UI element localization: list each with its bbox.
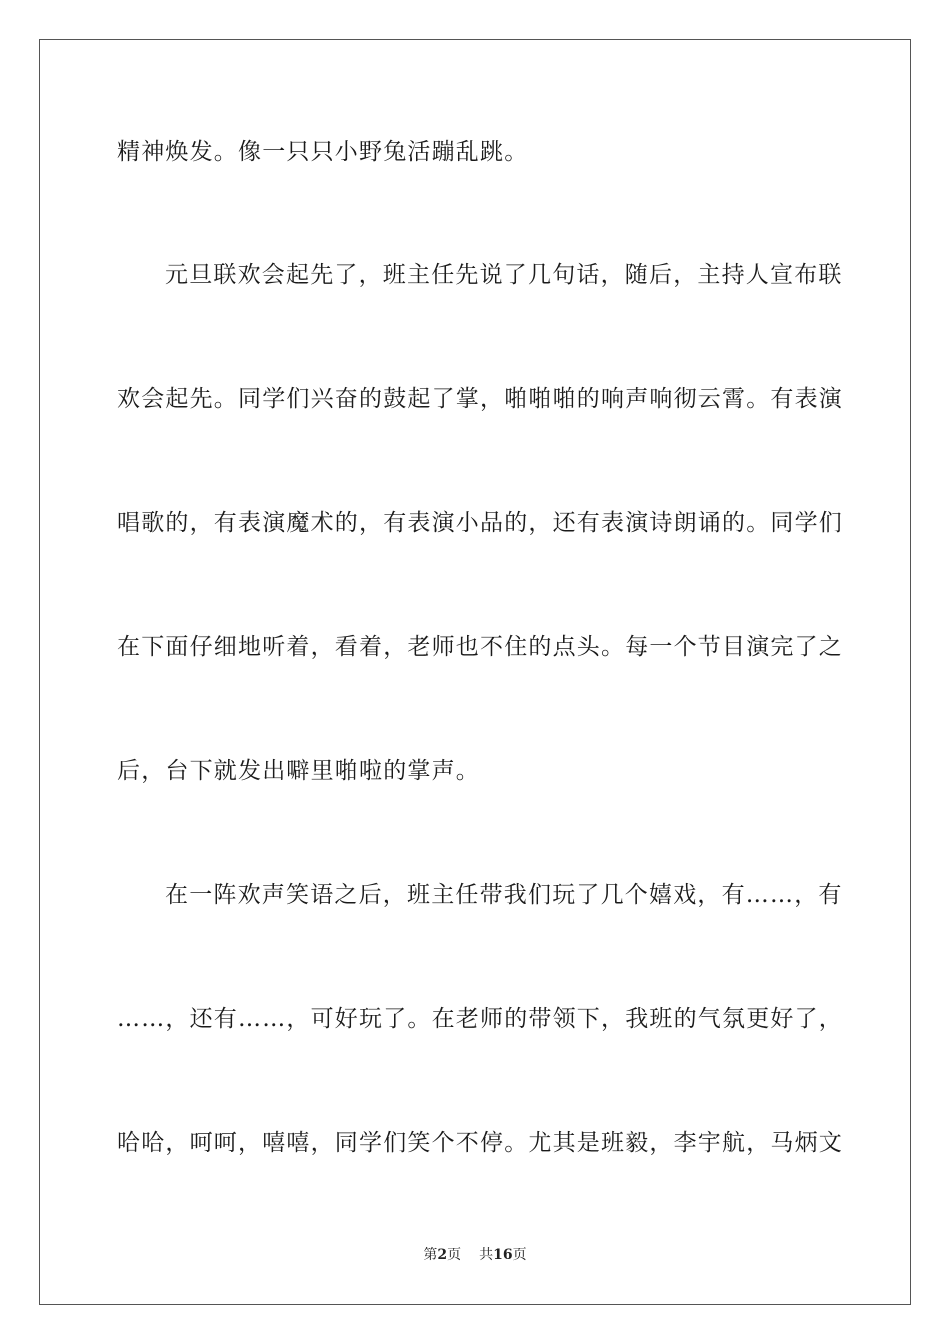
text-line: 在下面仔细地听着，看着，老师也不住的点头。每一个节目演完了之 (117, 634, 843, 660)
page-number: 2 (437, 1247, 448, 1263)
page-footer (0, 1246, 950, 1264)
page-border (39, 39, 911, 1305)
page-prefix: 第 (423, 1247, 438, 1263)
text-line: 唱歌的，有表演魔术的，有表演小品的，还有表演诗朗诵的。同学们 (117, 510, 843, 536)
total-prefix: 共 (479, 1247, 494, 1263)
text-line: 后，台下就发出噼里啪啦的掌声。 (117, 758, 480, 784)
total-suffix: 页 (512, 1247, 527, 1263)
text-line: 欢会起先。同学们兴奋的鼓起了掌，啪啪啪的响声响彻云霄。有表演 (117, 386, 843, 412)
text-line: 精神焕发。像一只只小野兔活蹦乱跳。 (117, 139, 529, 165)
total-pages: 16 (493, 1247, 513, 1263)
text-line: 在一阵欢声笑语之后，班主任带我们玩了几个嬉戏，有……，有 (165, 882, 843, 908)
page-suffix: 页 (447, 1247, 462, 1263)
text-line: 哈哈，呵呵，嘻嘻，同学们笑个不停。尤其是班毅，李宇航，马炳文 (117, 1130, 843, 1156)
text-line: 元旦联欢会起先了，班主任先说了几句话，随后，主持人宣布联 (165, 262, 843, 288)
text-line: ……，还有……，可好玩了。在老师的带领下，我班的气氛更好了， (117, 1006, 843, 1032)
